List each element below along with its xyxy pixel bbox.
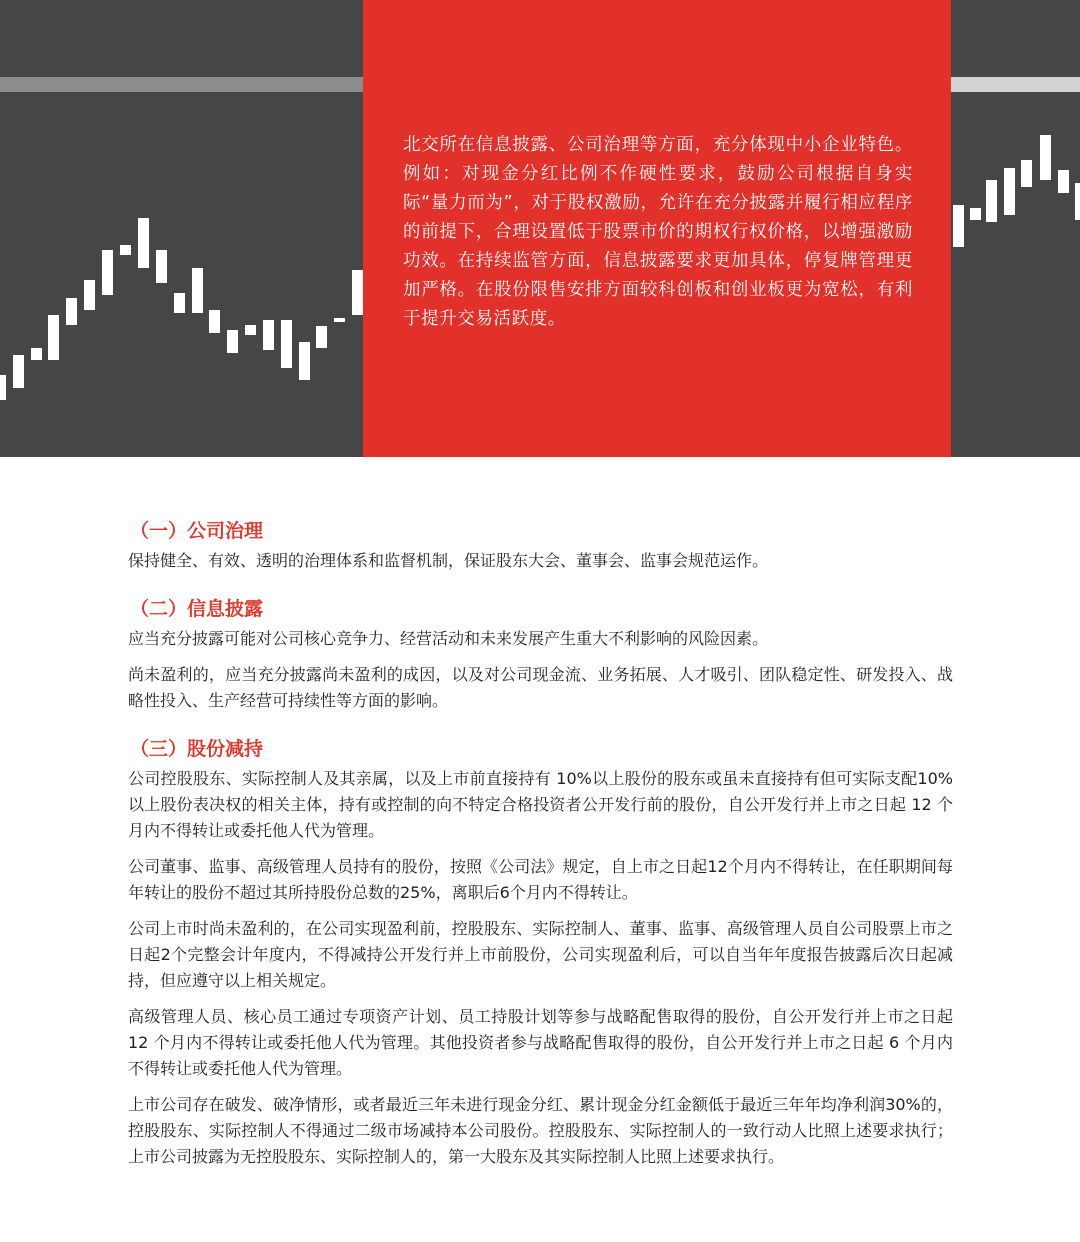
paragraph: 公司董事、监事、高级管理人员持有的股份，按照《公司法》规定，自上市之日起12个月内不得转让，在任职期间每年转让的股份不超过其所持股份总数的25%，离职后6个月内不得转让。: [128, 857, 953, 902]
candle-bar: [970, 208, 981, 220]
candle-bar: [316, 326, 327, 348]
paragraph: 应当充分披露可能对公司核心竞争力、经营活动和未来发展产生重大不利影响的风险因素。: [128, 629, 769, 648]
candle-bar: [209, 310, 220, 333]
candle-bar: [156, 250, 167, 283]
paragraph: 保持健全、有效、透明的治理体系和监督机制，保证股东大会、董事会、监事会规范运作。: [128, 551, 769, 570]
hero-banner: [0, 0, 1080, 457]
candle-bar: [120, 245, 131, 255]
callout-box: [363, 0, 951, 457]
candle-bar: [227, 330, 238, 353]
candle-bar: [352, 270, 363, 315]
candle-bar: [0, 375, 6, 400]
paragraph: 公司上市时尚未盈利的，在公司实现盈利前，控股股东、实际控制人、董事、监事、高级管理人员自公司股票上市之日起2个完整会计年度内，不得减持公开发行并上市前股份，公司实现盈利后，可以自当年年度报告披露后次日起减持，但应遵守以上相关规定。: [128, 919, 953, 990]
candle-bar: [138, 218, 149, 268]
candle-bar: [986, 180, 997, 222]
candle-bar: [102, 250, 113, 295]
candle-bar: [281, 320, 292, 368]
candle-bar: [1021, 160, 1032, 187]
candle-bar: [1004, 168, 1015, 215]
section-disclosure: [128, 592, 953, 714]
paragraph: 高级管理人员、核心员工通过专项资产计划、员工持股计划等参与战略配售取得的股份，自公开发行并上市之日起 12 个月内不得转让或委托他人代为管理。其他投资者参与战略配售取得的股份，自公开发行并上市之日起 6 个月内不得转让或委托他人代为管理。: [128, 1007, 953, 1078]
candle-bar: [66, 298, 77, 325]
section-governance: [128, 514, 953, 574]
candle-bar: [192, 268, 203, 313]
candle-bar: [84, 280, 95, 310]
paragraph: 尚未盈利的，应当充分披露尚未盈利的成因，以及对公司现金流、业务拓展、人才吸引、团队稳定性、研发投入、战略性投入、生产经营可持续性等方面的影响。: [128, 665, 953, 710]
section-share-reduction: [128, 732, 953, 1170]
section-heading: （二）信息披露: [130, 598, 264, 620]
candle-bar: [1040, 135, 1051, 180]
candle-bar: [31, 348, 42, 360]
section-heading: （一）公司治理: [130, 520, 264, 542]
candle-bar: [263, 320, 274, 350]
candle-bar: [245, 325, 256, 335]
candle-bar: [334, 318, 345, 322]
document-body: [128, 514, 953, 1188]
candle-bar: [299, 342, 310, 380]
candle-bar: [1075, 183, 1080, 220]
candle-bar: [48, 315, 59, 360]
callout-text: 北交所在信息披露、公司治理等方面，充分体现中小企业特色。例如：对现金分红比例不作硬性要求，鼓励公司根据自身实际“量力而为”，对于股权激励，允许在充分披露并履行相应程序的前提下，合理设置低于股票市价的期权行权价格，以增强激励功效。在持续监管方面，信息披露要求更加具体，停复牌管理更加严格。在股份限售安排方面较科创板和创业板更为宽松，有利于提升交易活跃度。: [403, 135, 913, 329]
paragraph: 公司控股股东、实际控制人及其亲属，以及上市前直接持有 10%以上股份的股东或虽未直接持有但可实际支配10%以上股份表决权的相关主体，持有或控制的向不特定合格投资者公开发行前的股份，自公开发行并上市之日起 12 个月内不得转让或委托他人代为管理。: [128, 769, 953, 840]
paragraph: 上市公司存在破发、破净情形，或者最近三年未进行现金分红、累计现金分红金额低于最近三年年均净利润30%的，控股股东、实际控制人不得通过二级市场减持本公司股份。控股股东、实际控制人的一致行动人比照上述要求执行；上市公司披露为无控股股东、实际控制人的，第一大股东及其实际控制人比照上述要求执行。: [128, 1095, 953, 1166]
candle-bar: [13, 355, 24, 388]
candle-bar: [953, 205, 964, 247]
candle-bar: [174, 293, 185, 313]
section-heading: （三）股份减持: [130, 738, 264, 760]
candle-bar: [1058, 170, 1069, 193]
